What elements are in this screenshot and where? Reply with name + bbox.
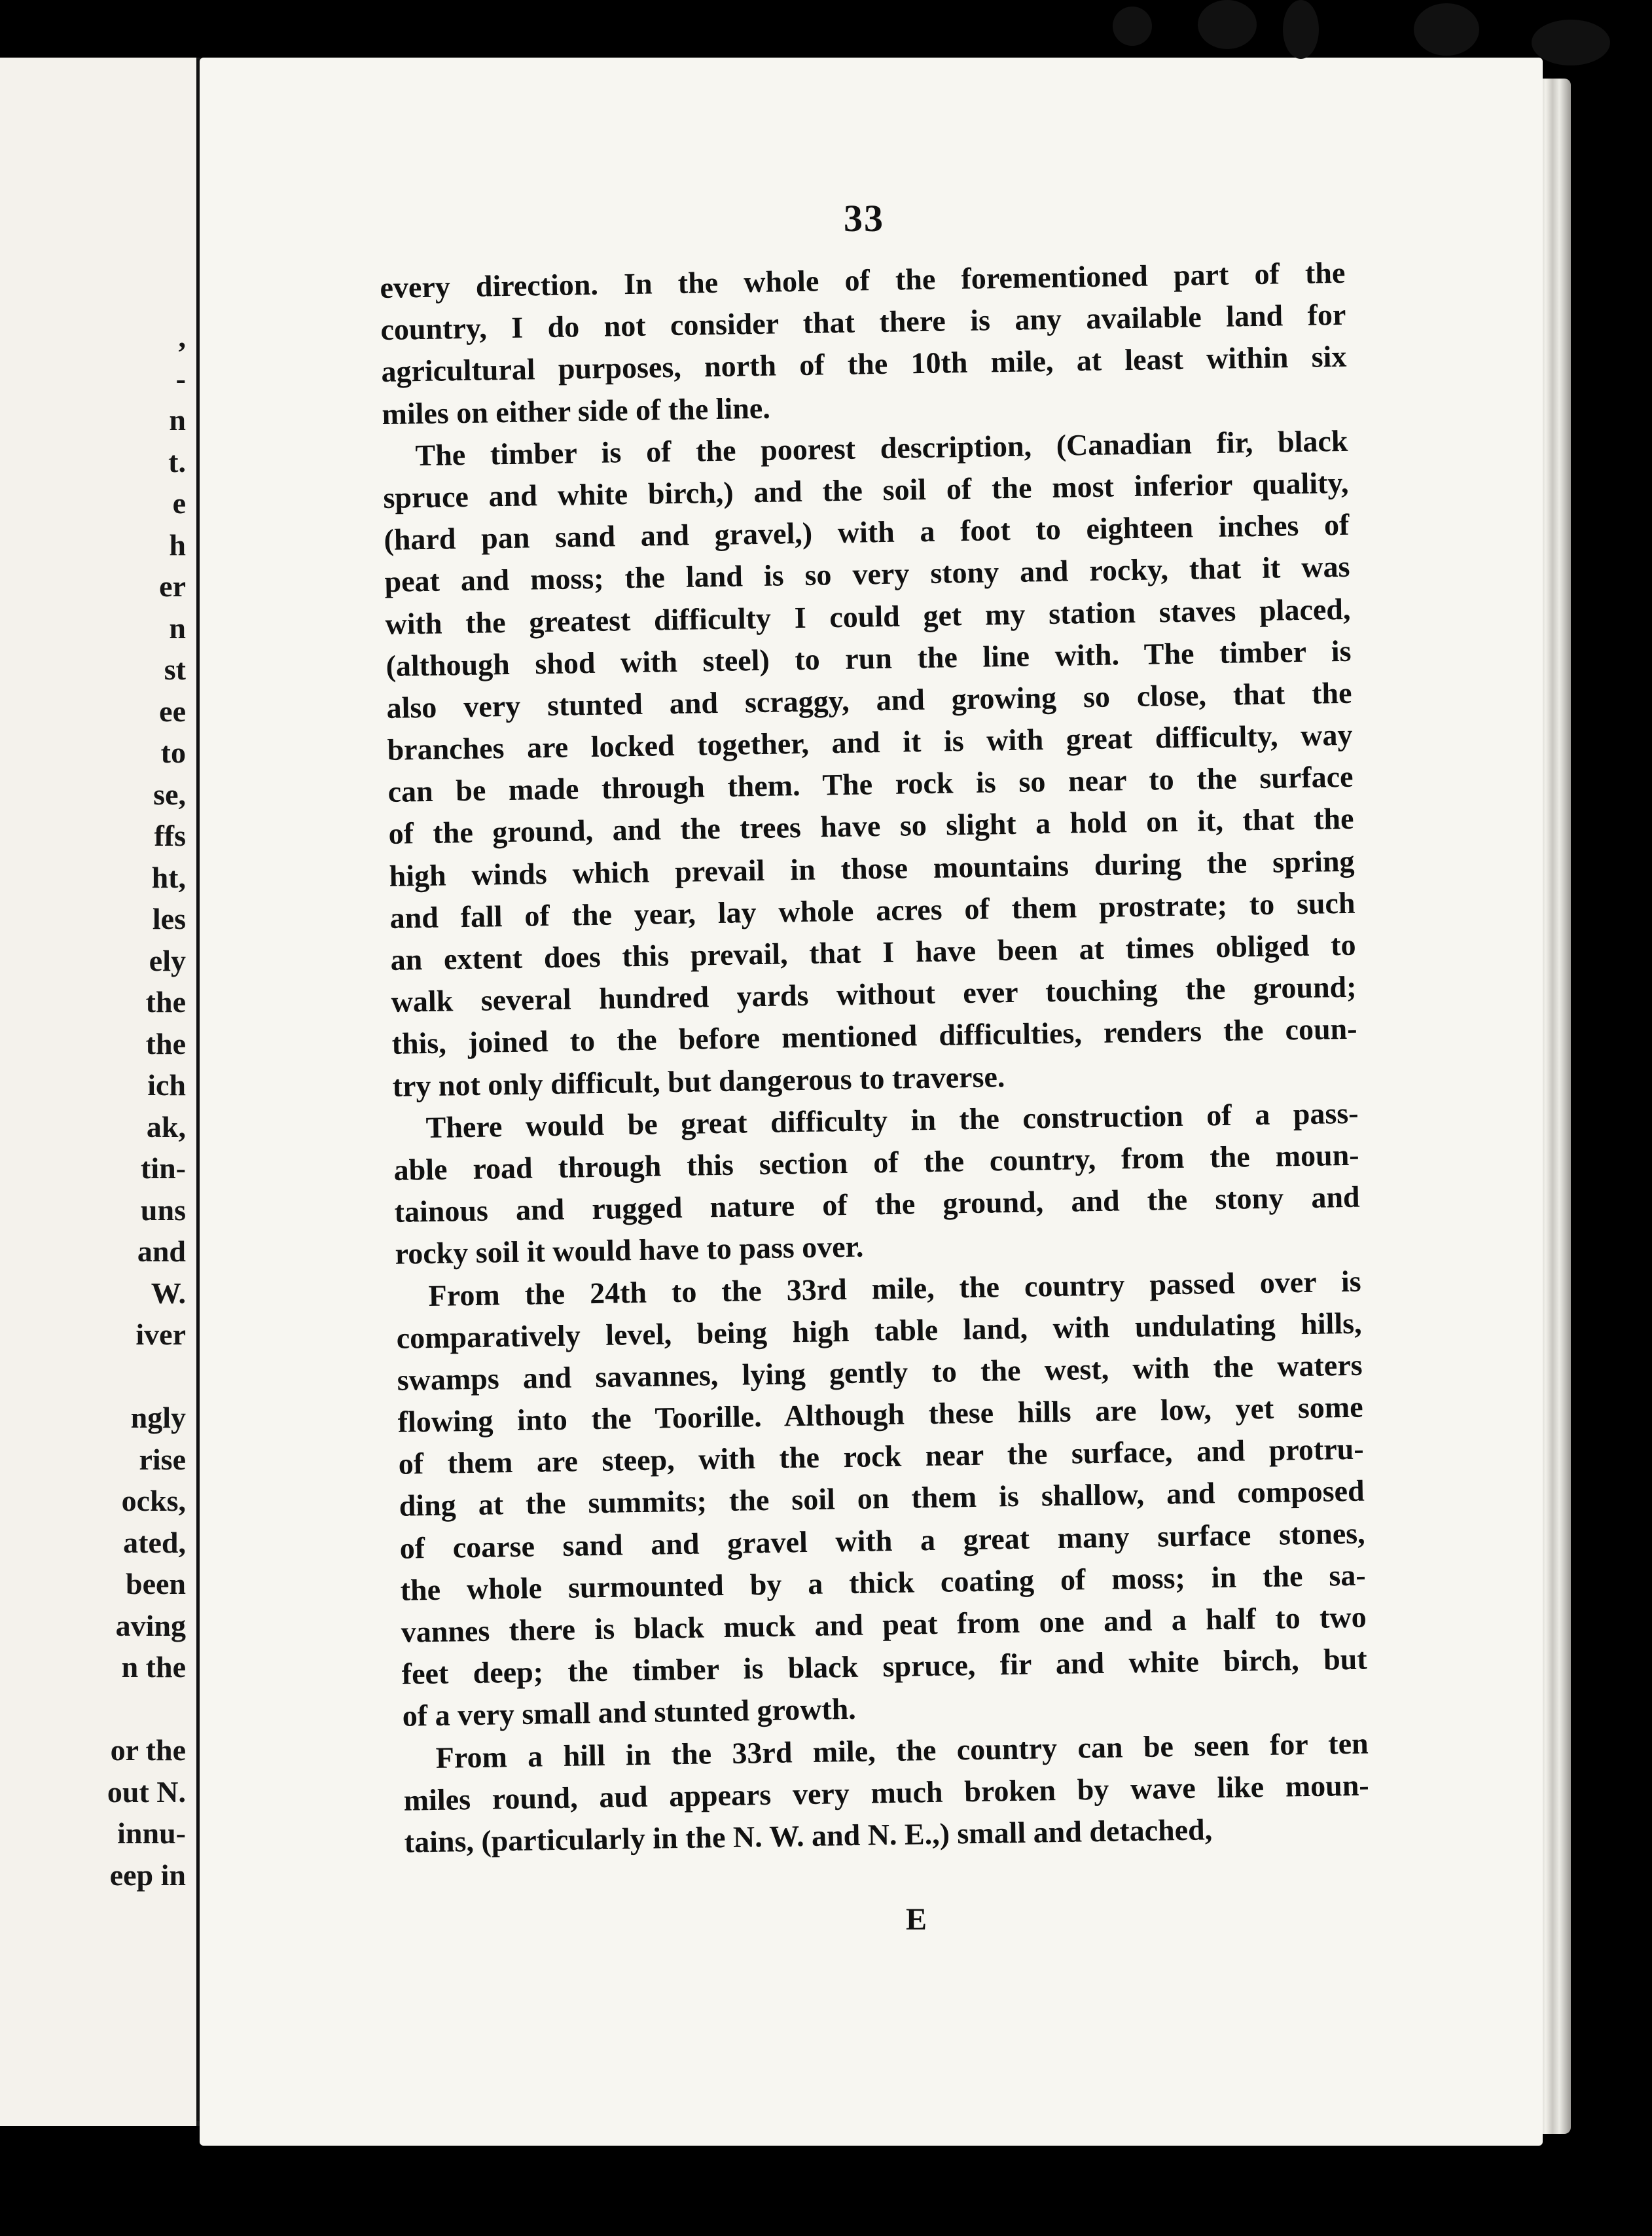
previous-page-line-end: er: [159, 569, 186, 603]
previous-page-line-end: t.: [168, 444, 186, 478]
text-line: high winds which prevail in those mountains during the spring: [389, 844, 1355, 893]
text-line: of the ground, and the trees have so slight a hold on it, that the: [388, 802, 1354, 851]
paragraph: [403, 1722, 1370, 1864]
text-line: of a very small and stunted growth.: [402, 1692, 857, 1733]
scan-smudge: [1532, 20, 1610, 65]
text-line: this, joined to the before mentioned difficulties, renders the coun-: [391, 1012, 1357, 1061]
text-line: (hard pan sand and gravel,) with a foot to eighteen inches of: [384, 507, 1350, 557]
previous-page-line-end: innu-: [117, 1816, 186, 1850]
signature-mark: E: [905, 1902, 927, 1937]
previous-page-line-end: ee: [159, 694, 186, 728]
scan-smudge: [1414, 3, 1479, 56]
text-line: vannes there is black muck and peat from one and a half to two: [401, 1600, 1367, 1649]
previous-page-line-end: [0, 1688, 186, 1730]
previous-page-line-end: rise: [139, 1442, 186, 1476]
text-line: From a hill in the 33rd mile, the country can be seen for ten: [435, 1726, 1369, 1775]
previous-page-line-end: or the: [110, 1733, 186, 1767]
text-line: The timber is of the poorest description, (Canadian fir, black: [415, 424, 1348, 472]
text-line: feet deep; the timber is black spruce, fir and white birch, but: [401, 1642, 1367, 1691]
previous-page-line-end: h: [169, 528, 186, 562]
text-line: can be made through them. The rock is so near to the surface: [387, 759, 1354, 809]
previous-page-line-end: ngly: [130, 1401, 186, 1434]
text-line: also very stunted and scraggy, and growing so close, that the: [386, 676, 1352, 725]
previous-page-line-end: eep in: [109, 1858, 186, 1892]
text-line: From the 24th to the 33rd mile, the country passed over is: [428, 1264, 1361, 1312]
paragraph: [395, 1260, 1368, 1737]
text-line: ding at the summits; the soil on them is shallow, and composed: [399, 1474, 1365, 1523]
previous-page-line-end: ocks,: [121, 1484, 186, 1517]
text-line: rocky soil it would have to pass over.: [395, 1229, 864, 1271]
text-line: miles on either side of the line.: [382, 391, 771, 431]
scan-smudge: [1113, 7, 1152, 46]
scan-smudge: [1198, 0, 1257, 49]
text-line: with the greatest difficulty I could get my station staves placed,: [385, 592, 1351, 641]
text-line: (although shod with steel) to run the line with. The timber is: [386, 634, 1352, 683]
previous-page-line-end: se,: [153, 777, 186, 811]
paragraph: [380, 252, 1348, 435]
page-body-text: [380, 252, 1370, 1864]
previous-page-line-end: ely: [149, 943, 186, 977]
previous-page-line-end: W.: [151, 1276, 186, 1310]
text-line: of coarse sand and gravel with a great many surface stones,: [399, 1516, 1365, 1565]
paragraph: [382, 420, 1358, 1108]
previous-page-line-end: tin-: [141, 1151, 186, 1185]
page-number: 33: [844, 197, 884, 240]
text-line: the whole surmounted by a thick coating of moss; in the sa-: [400, 1558, 1366, 1607]
text-line: country, I do not consider that there is any available land for: [380, 298, 1346, 347]
previous-page-line-end: st: [164, 653, 186, 686]
text-line: miles round, aud appears very much broken by wave like moun-: [403, 1768, 1370, 1817]
previous-page-line-end: n: [169, 403, 186, 437]
text-line: every direction. In the whole of the forementioned part of the: [380, 255, 1346, 304]
text-line: tains, (particularly in the N. W. and N. E.,) small and detached,: [404, 1812, 1213, 1859]
text-line: There would be great difficulty in the construction of a pass-: [425, 1096, 1359, 1144]
text-line: and fall of the year, lay whole acres of them prostrate; to such: [389, 886, 1356, 935]
text-line: comparatively level, being high table land, with undulating hills,: [396, 1306, 1362, 1355]
previous-page-line-end: n the: [121, 1650, 186, 1684]
scan-smudge: [1283, 0, 1319, 59]
previous-page-line-end: to: [160, 736, 186, 769]
previous-page-line-end: ak,: [146, 1109, 186, 1144]
previous-page-line-end: ht,: [151, 860, 186, 894]
text-line: agricultural purposes, north of the 10th mile, at least within six: [381, 340, 1347, 389]
previous-page-line-end: ,: [178, 320, 186, 353]
previous-page-line-end: [0, 1356, 186, 1398]
text-line: tainous and rugged nature of the ground, and the stony and: [394, 1180, 1360, 1229]
previous-page-line-ends: [0, 316, 186, 1896]
text-line: try not only difficult, but dangerous to traverse.: [392, 1059, 1005, 1103]
previous-page-line-end: ated,: [123, 1525, 186, 1559]
previous-page-line-end: and: [137, 1235, 186, 1268]
previous-page-fragment: [0, 58, 201, 2126]
text-line: flowing into the Toorille. Although these hills are low, yet some: [397, 1390, 1363, 1439]
previous-page-line-end: ich: [147, 1068, 186, 1102]
paragraph: [393, 1092, 1361, 1275]
text-line: peat and moss; the land is so very stony and rocky, that it was: [384, 550, 1350, 599]
previous-page-line-end: uns: [140, 1193, 186, 1227]
text-line: able road through this section of the country, from the moun-: [393, 1138, 1359, 1187]
previous-page-line-end: iver: [135, 1318, 186, 1351]
text-line: of them are steep, with the rock near the surface, and protru-: [398, 1432, 1364, 1481]
previous-page-line-end: les: [152, 902, 186, 935]
text-line: swamps and savannes, lying gently to the west, with the waters: [397, 1348, 1363, 1397]
previous-page-line-end: been: [126, 1567, 186, 1600]
previous-page-line-end: n: [169, 611, 186, 645]
text-line: walk several hundred yards without ever touching the ground;: [391, 969, 1357, 1019]
previous-page-line-end: e: [172, 486, 186, 520]
text-line: spruce and white birch,) and the soil of the most inferior quality,: [383, 465, 1349, 514]
previous-page-line-end: the: [145, 1026, 186, 1060]
previous-page-line-end: out N.: [107, 1775, 186, 1809]
previous-page-line-end: aving: [115, 1608, 186, 1642]
text-line: an extent does this prevail, that I have been at times obliged to: [390, 928, 1356, 977]
text-line: branches are locked together, and it is with great difficulty, way: [387, 717, 1353, 766]
previous-page-line-end: -: [175, 361, 186, 395]
previous-page-line-end: the: [145, 985, 186, 1019]
previous-page-line-end: ffs: [154, 819, 186, 852]
